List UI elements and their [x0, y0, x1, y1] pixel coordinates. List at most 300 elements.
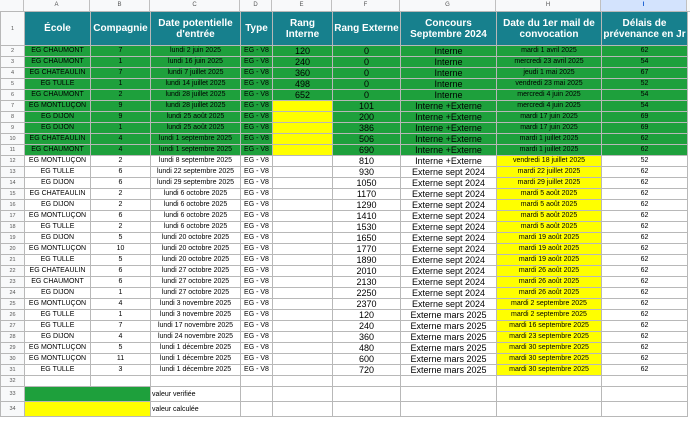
cell-rang-interne[interactable] — [273, 244, 333, 255]
cell-start-date[interactable]: lundi 28 juillet 2025 — [151, 90, 241, 101]
cell-school[interactable]: EG CHAUMONT — [25, 46, 91, 57]
cell-company[interactable]: 7 — [91, 68, 151, 79]
column-letter-a[interactable]: A — [24, 0, 90, 11]
column-letter-e[interactable]: E — [272, 0, 332, 11]
empty-cell[interactable] — [273, 376, 333, 387]
cell-school[interactable]: EG MONTLUÇON — [25, 299, 91, 310]
cell-rang-interne[interactable] — [273, 200, 333, 211]
cell-school[interactable]: EG DIJON — [25, 112, 91, 123]
cell-concours[interactable]: Externe sept 2024 — [401, 211, 497, 222]
cell-start-date[interactable]: lundi 29 septembre 2025 — [151, 178, 241, 189]
cell-type[interactable]: EG - V8 — [241, 354, 273, 365]
empty-cell[interactable] — [151, 376, 241, 387]
cell-company[interactable]: 2 — [91, 90, 151, 101]
row-number[interactable]: 13 — [1, 167, 25, 178]
header-mail-date[interactable]: Date du 1er mail de convocation — [497, 12, 602, 46]
cell-company[interactable]: 9 — [91, 101, 151, 112]
cell-rang-externe[interactable]: 101 — [333, 101, 401, 112]
cell-start-date[interactable]: lundi 14 juillet 2025 — [151, 79, 241, 90]
cell-company[interactable]: 2 — [91, 200, 151, 211]
cell-school[interactable]: EG MONTLUÇON — [25, 244, 91, 255]
row-number[interactable]: 30 — [1, 354, 25, 365]
cell-start-date[interactable]: lundi 2 juin 2025 — [151, 46, 241, 57]
cell-rang-interne[interactable] — [273, 233, 333, 244]
cell-rang-interne[interactable] — [273, 211, 333, 222]
column-letter-d[interactable]: D — [240, 0, 272, 11]
sheet-grid[interactable] — [0, 11, 688, 417]
cell-type[interactable]: EG - V8 — [241, 189, 273, 200]
cell-rang-externe[interactable]: 690 — [333, 145, 401, 156]
cell-start-date[interactable]: lundi 3 novembre 2025 — [151, 310, 241, 321]
cell-mail-date[interactable]: mardi 5 août 2025 — [497, 222, 602, 233]
cell-type[interactable]: EG - V8 — [241, 167, 273, 178]
cell-type[interactable]: EG - V8 — [241, 57, 273, 68]
cell-delay[interactable]: 62 — [602, 211, 688, 222]
empty-cell[interactable] — [333, 402, 401, 417]
cell-delay[interactable]: 62 — [602, 277, 688, 288]
row-number[interactable]: 15 — [1, 189, 25, 200]
cell-type[interactable]: EG - V8 — [241, 46, 273, 57]
header-concours[interactable]: Concours Septembre 2024 — [401, 12, 497, 46]
row-number[interactable]: 9 — [1, 123, 25, 134]
row-number[interactable]: 2 — [1, 46, 25, 57]
cell-mail-date[interactable]: mardi 19 août 2025 — [497, 255, 602, 266]
cell-delay[interactable]: 67 — [602, 68, 688, 79]
cell-school[interactable]: EG MONTLUÇON — [25, 343, 91, 354]
cell-delay[interactable]: 54 — [602, 57, 688, 68]
cell-concours[interactable]: Interne +Externe — [401, 156, 497, 167]
cell-school[interactable]: EG TULLE — [25, 255, 91, 266]
cell-mail-date[interactable]: mardi 23 septembre 2025 — [497, 332, 602, 343]
cell-type[interactable]: EG - V8 — [241, 222, 273, 233]
row-number[interactable]: 26 — [1, 310, 25, 321]
cell-delay[interactable]: 62 — [602, 167, 688, 178]
cell-concours[interactable]: Interne — [401, 90, 497, 101]
legend-swatch[interactable] — [25, 402, 151, 417]
cell-company[interactable]: 1 — [91, 123, 151, 134]
cell-rang-interne[interactable] — [273, 310, 333, 321]
cell-start-date[interactable]: lundi 17 novembre 2025 — [151, 321, 241, 332]
cell-start-date[interactable]: lundi 16 juin 2025 — [151, 57, 241, 68]
cell-concours[interactable]: Externe mars 2025 — [401, 321, 497, 332]
cell-rang-externe[interactable]: 0 — [333, 79, 401, 90]
cell-start-date[interactable]: lundi 27 octobre 2025 — [151, 277, 241, 288]
cell-mail-date[interactable]: mardi 19 août 2025 — [497, 244, 602, 255]
cell-mail-date[interactable]: mardi 30 septembre 2025 — [497, 343, 602, 354]
empty-cell[interactable] — [273, 387, 333, 402]
cell-mail-date[interactable]: mardi 26 août 2025 — [497, 266, 602, 277]
column-letter-b[interactable]: B — [90, 0, 150, 11]
cell-concours[interactable]: Interne — [401, 46, 497, 57]
cell-concours[interactable]: Externe mars 2025 — [401, 343, 497, 354]
column-letter-i[interactable]: I — [601, 0, 687, 11]
cell-mail-date[interactable]: mardi 16 septembre 2025 — [497, 321, 602, 332]
cell-mail-date[interactable]: mardi 1 avril 2025 — [497, 46, 602, 57]
cell-concours[interactable]: Interne +Externe — [401, 123, 497, 134]
cell-start-date[interactable]: lundi 27 octobre 2025 — [151, 266, 241, 277]
cell-concours[interactable]: Interne — [401, 68, 497, 79]
cell-type[interactable]: EG - V8 — [241, 145, 273, 156]
empty-cell[interactable] — [497, 376, 602, 387]
cell-concours[interactable]: Externe sept 2024 — [401, 167, 497, 178]
cell-type[interactable]: EG - V8 — [241, 310, 273, 321]
legend-label[interactable]: valeur calculée — [151, 402, 241, 417]
cell-school[interactable]: EG TULLE — [25, 310, 91, 321]
cell-company[interactable]: 5 — [91, 255, 151, 266]
empty-cell[interactable] — [401, 402, 497, 417]
cell-rang-interne[interactable] — [273, 134, 333, 145]
cell-rang-externe[interactable]: 480 — [333, 343, 401, 354]
legend-label[interactable]: valeur verifiée — [151, 387, 241, 402]
cell-concours[interactable]: Externe mars 2025 — [401, 332, 497, 343]
cell-rang-externe[interactable]: 506 — [333, 134, 401, 145]
cell-rang-interne[interactable] — [273, 222, 333, 233]
cell-start-date[interactable]: lundi 28 juillet 2025 — [151, 101, 241, 112]
empty-cell[interactable] — [333, 387, 401, 402]
cell-type[interactable]: EG - V8 — [241, 299, 273, 310]
cell-start-date[interactable]: lundi 6 octobre 2025 — [151, 211, 241, 222]
cell-concours[interactable]: Interne +Externe — [401, 134, 497, 145]
cell-type[interactable]: EG - V8 — [241, 200, 273, 211]
cell-company[interactable]: 1 — [91, 57, 151, 68]
row-number[interactable]: 27 — [1, 321, 25, 332]
row-number[interactable]: 29 — [1, 343, 25, 354]
cell-delay[interactable]: 62 — [602, 343, 688, 354]
cell-start-date[interactable]: lundi 22 septembre 2025 — [151, 167, 241, 178]
cell-rang-interne[interactable] — [273, 255, 333, 266]
cell-company[interactable]: 3 — [91, 365, 151, 376]
cell-rang-interne[interactable] — [273, 354, 333, 365]
cell-company[interactable]: 6 — [91, 178, 151, 189]
cell-delay[interactable]: 62 — [602, 332, 688, 343]
cell-rang-interne[interactable] — [273, 321, 333, 332]
cell-company[interactable]: 11 — [91, 354, 151, 365]
cell-company[interactable]: 10 — [91, 244, 151, 255]
cell-company[interactable]: 1 — [91, 310, 151, 321]
cell-school[interactable]: EG CHAUMONT — [25, 90, 91, 101]
cell-mail-date[interactable]: mercredi 4 juin 2025 — [497, 101, 602, 112]
cell-rang-interne[interactable] — [273, 156, 333, 167]
cell-company[interactable]: 6 — [91, 211, 151, 222]
cell-delay[interactable]: 62 — [602, 178, 688, 189]
cell-mail-date[interactable]: mardi 2 septembre 2025 — [497, 299, 602, 310]
empty-cell[interactable] — [602, 376, 688, 387]
cell-rang-interne[interactable]: 360 — [273, 68, 333, 79]
cell-concours[interactable]: Externe sept 2024 — [401, 288, 497, 299]
cell-rang-externe[interactable]: 1050 — [333, 178, 401, 189]
cell-delay[interactable]: 62 — [602, 255, 688, 266]
cell-school[interactable]: EG CHAUMONT — [25, 277, 91, 288]
select-all-corner[interactable] — [0, 0, 24, 11]
cell-mail-date[interactable]: mardi 26 août 2025 — [497, 277, 602, 288]
cell-rang-externe[interactable]: 1890 — [333, 255, 401, 266]
row-number[interactable]: 32 — [1, 376, 25, 387]
cell-concours[interactable]: Externe sept 2024 — [401, 299, 497, 310]
cell-start-date[interactable]: lundi 25 août 2025 — [151, 123, 241, 134]
empty-cell[interactable] — [91, 376, 151, 387]
cell-delay[interactable]: 62 — [602, 310, 688, 321]
cell-rang-externe[interactable]: 200 — [333, 112, 401, 123]
cell-company[interactable]: 6 — [91, 266, 151, 277]
cell-company[interactable]: 9 — [91, 112, 151, 123]
cell-rang-externe[interactable]: 1170 — [333, 189, 401, 200]
row-number[interactable]: 19 — [1, 233, 25, 244]
cell-start-date[interactable]: lundi 1 décembre 2025 — [151, 343, 241, 354]
cell-rang-externe[interactable]: 1770 — [333, 244, 401, 255]
cell-rang-interne[interactable] — [273, 266, 333, 277]
cell-company[interactable]: 2 — [91, 156, 151, 167]
column-letter-f[interactable]: F — [332, 0, 400, 11]
cell-delay[interactable]: 62 — [602, 222, 688, 233]
cell-concours[interactable]: Externe mars 2025 — [401, 354, 497, 365]
cell-rang-interne[interactable] — [273, 189, 333, 200]
cell-company[interactable]: 4 — [91, 332, 151, 343]
cell-mail-date[interactable]: mardi 17 juin 2025 — [497, 123, 602, 134]
cell-concours[interactable]: Externe sept 2024 — [401, 255, 497, 266]
cell-rang-interne[interactable] — [273, 332, 333, 343]
cell-delay[interactable]: 69 — [602, 123, 688, 134]
cell-mail-date[interactable]: mardi 30 septembre 2025 — [497, 354, 602, 365]
cell-school[interactable]: EG TULLE — [25, 321, 91, 332]
cell-rang-externe[interactable]: 120 — [333, 310, 401, 321]
cell-start-date[interactable]: lundi 1 décembre 2025 — [151, 365, 241, 376]
empty-cell[interactable] — [401, 376, 497, 387]
cell-delay[interactable]: 62 — [602, 189, 688, 200]
cell-school[interactable]: EG DIJON — [25, 200, 91, 211]
cell-delay[interactable]: 62 — [602, 288, 688, 299]
cell-concours[interactable]: Externe sept 2024 — [401, 222, 497, 233]
cell-concours[interactable]: Interne — [401, 79, 497, 90]
cell-rang-externe[interactable]: 240 — [333, 321, 401, 332]
cell-rang-interne[interactable] — [273, 288, 333, 299]
cell-company[interactable]: 2 — [91, 222, 151, 233]
cell-delay[interactable]: 62 — [602, 365, 688, 376]
cell-school[interactable]: EG DIJON — [25, 233, 91, 244]
empty-cell[interactable] — [273, 402, 333, 417]
cell-start-date[interactable]: lundi 3 novembre 2025 — [151, 299, 241, 310]
cell-delay[interactable]: 62 — [602, 354, 688, 365]
cell-rang-interne[interactable] — [273, 101, 333, 112]
cell-type[interactable]: EG - V8 — [241, 255, 273, 266]
cell-start-date[interactable]: lundi 20 octobre 2025 — [151, 255, 241, 266]
row-number[interactable]: 34 — [1, 402, 25, 417]
cell-type[interactable]: EG - V8 — [241, 134, 273, 145]
cell-start-date[interactable]: lundi 1 septembre 2025 — [151, 145, 241, 156]
row-number[interactable]: 3 — [1, 57, 25, 68]
cell-delay[interactable]: 52 — [602, 156, 688, 167]
cell-concours[interactable]: Interne +Externe — [401, 112, 497, 123]
cell-mail-date[interactable]: mardi 1 juillet 2025 — [497, 145, 602, 156]
cell-type[interactable]: EG - V8 — [241, 112, 273, 123]
cell-rang-interne[interactable] — [273, 167, 333, 178]
cell-company[interactable]: 4 — [91, 145, 151, 156]
cell-rang-externe[interactable]: 1650 — [333, 233, 401, 244]
cell-school[interactable]: EG MONTLUÇON — [25, 156, 91, 167]
empty-cell[interactable] — [401, 387, 497, 402]
row-number[interactable]: 10 — [1, 134, 25, 145]
cell-concours[interactable]: Externe mars 2025 — [401, 310, 497, 321]
cell-start-date[interactable]: lundi 1 décembre 2025 — [151, 354, 241, 365]
cell-rang-externe[interactable]: 1530 — [333, 222, 401, 233]
cell-rang-externe[interactable]: 1410 — [333, 211, 401, 222]
cell-delay[interactable]: 62 — [602, 299, 688, 310]
cell-school[interactable]: EG CHATEAULIN — [25, 134, 91, 145]
cell-mail-date[interactable]: mardi 22 juillet 2025 — [497, 167, 602, 178]
cell-rang-interne[interactable] — [273, 145, 333, 156]
cell-mail-date[interactable]: mardi 1 juillet 2025 — [497, 134, 602, 145]
row-number[interactable]: 16 — [1, 200, 25, 211]
cell-school[interactable]: EG TULLE — [25, 365, 91, 376]
row-number[interactable]: 7 — [1, 101, 25, 112]
cell-start-date[interactable]: lundi 20 octobre 2025 — [151, 233, 241, 244]
cell-mail-date[interactable]: vendredi 23 mai 2025 — [497, 79, 602, 90]
cell-type[interactable]: EG - V8 — [241, 79, 273, 90]
cell-start-date[interactable]: lundi 27 octobre 2025 — [151, 288, 241, 299]
cell-rang-externe[interactable]: 0 — [333, 68, 401, 79]
header-delay[interactable]: Délais de prévenance en Jr — [602, 12, 688, 46]
cell-mail-date[interactable]: mardi 5 août 2025 — [497, 211, 602, 222]
cell-type[interactable]: EG - V8 — [241, 178, 273, 189]
cell-delay[interactable]: 62 — [602, 200, 688, 211]
cell-concours[interactable]: Externe sept 2024 — [401, 277, 497, 288]
cell-rang-externe[interactable]: 2010 — [333, 266, 401, 277]
cell-concours[interactable]: Externe sept 2024 — [401, 233, 497, 244]
cell-type[interactable]: EG - V8 — [241, 123, 273, 134]
cell-mail-date[interactable]: mardi 2 septembre 2025 — [497, 310, 602, 321]
legend-swatch[interactable] — [25, 387, 151, 402]
cell-rang-interne[interactable]: 498 — [273, 79, 333, 90]
cell-type[interactable]: EG - V8 — [241, 68, 273, 79]
cell-rang-interne[interactable] — [273, 178, 333, 189]
cell-school[interactable]: EG DIJON — [25, 288, 91, 299]
cell-delay[interactable]: 62 — [602, 46, 688, 57]
cell-start-date[interactable]: lundi 24 novembre 2025 — [151, 332, 241, 343]
cell-delay[interactable]: 62 — [602, 145, 688, 156]
cell-rang-externe[interactable]: 0 — [333, 57, 401, 68]
row-number[interactable]: 6 — [1, 90, 25, 101]
cell-concours[interactable]: Interne +Externe — [401, 145, 497, 156]
row-number[interactable]: 31 — [1, 365, 25, 376]
cell-type[interactable]: EG - V8 — [241, 233, 273, 244]
cell-school[interactable]: EG TULLE — [25, 222, 91, 233]
cell-rang-interne[interactable]: 652 — [273, 90, 333, 101]
cell-company[interactable]: 1 — [91, 79, 151, 90]
cell-rang-interne[interactable] — [273, 343, 333, 354]
header-school[interactable]: École — [25, 12, 91, 46]
cell-mail-date[interactable]: mardi 29 juillet 2025 — [497, 178, 602, 189]
cell-company[interactable]: 5 — [91, 233, 151, 244]
cell-start-date[interactable]: lundi 6 octobre 2025 — [151, 189, 241, 200]
cell-delay[interactable]: 62 — [602, 266, 688, 277]
cell-type[interactable]: EG - V8 — [241, 156, 273, 167]
cell-type[interactable]: EG - V8 — [241, 211, 273, 222]
cell-type[interactable]: EG - V8 — [241, 277, 273, 288]
cell-school[interactable]: EG CHAUMONT — [25, 57, 91, 68]
empty-cell[interactable] — [25, 376, 91, 387]
empty-cell[interactable] — [602, 387, 688, 402]
cell-start-date[interactable]: lundi 8 septembre 2025 — [151, 156, 241, 167]
row-number[interactable]: 18 — [1, 222, 25, 233]
cell-school[interactable]: EG MONTLUÇON — [25, 211, 91, 222]
row-number[interactable]: 14 — [1, 178, 25, 189]
cell-school[interactable]: EG DIJON — [25, 123, 91, 134]
cell-delay[interactable]: 54 — [602, 90, 688, 101]
cell-type[interactable]: EG - V8 — [241, 321, 273, 332]
cell-concours[interactable]: Externe sept 2024 — [401, 189, 497, 200]
cell-mail-date[interactable]: mercredi 23 avril 2025 — [497, 57, 602, 68]
cell-delay[interactable]: 69 — [602, 112, 688, 123]
column-letter-h[interactable]: H — [496, 0, 601, 11]
cell-concours[interactable]: Externe sept 2024 — [401, 178, 497, 189]
cell-school[interactable]: EG TULLE — [25, 167, 91, 178]
row-number[interactable]: 22 — [1, 266, 25, 277]
cell-mail-date[interactable]: mardi 26 août 2025 — [497, 288, 602, 299]
header-company[interactable]: Compagnie — [91, 12, 151, 46]
cell-school[interactable]: EG CHAUMONT — [25, 145, 91, 156]
cell-concours[interactable]: Externe sept 2024 — [401, 200, 497, 211]
cell-start-date[interactable]: lundi 25 août 2025 — [151, 112, 241, 123]
cell-company[interactable]: 7 — [91, 46, 151, 57]
cell-rang-externe[interactable]: 0 — [333, 46, 401, 57]
cell-school[interactable]: EG CHATEAULIN — [25, 266, 91, 277]
empty-cell[interactable] — [497, 387, 602, 402]
cell-type[interactable]: EG - V8 — [241, 266, 273, 277]
empty-cell[interactable] — [333, 376, 401, 387]
row-number[interactable]: 17 — [1, 211, 25, 222]
cell-start-date[interactable]: lundi 6 octobre 2025 — [151, 200, 241, 211]
cell-concours[interactable]: Externe sept 2024 — [401, 266, 497, 277]
cell-delay[interactable]: 52 — [602, 79, 688, 90]
cell-concours[interactable]: Interne — [401, 57, 497, 68]
row-number[interactable]: 33 — [1, 387, 25, 402]
header-rang-externe[interactable]: Rang Externe — [333, 12, 401, 46]
cell-start-date[interactable]: lundi 20 octobre 2025 — [151, 244, 241, 255]
cell-start-date[interactable]: lundi 6 octobre 2025 — [151, 222, 241, 233]
cell-school[interactable]: EG DIJON — [25, 178, 91, 189]
cell-start-date[interactable]: lundi 7 juillet 2025 — [151, 68, 241, 79]
row-number[interactable]: 23 — [1, 277, 25, 288]
cell-rang-externe[interactable]: 810 — [333, 156, 401, 167]
cell-rang-externe[interactable]: 386 — [333, 123, 401, 134]
header-type[interactable]: Type — [241, 12, 273, 46]
cell-rang-externe[interactable]: 1290 — [333, 200, 401, 211]
cell-mail-date[interactable]: mercredi 4 juin 2025 — [497, 90, 602, 101]
row-number[interactable]: 12 — [1, 156, 25, 167]
cell-rang-interne[interactable] — [273, 112, 333, 123]
cell-company[interactable]: 2 — [91, 189, 151, 200]
row-number[interactable]: 11 — [1, 145, 25, 156]
row-number[interactable]: 20 — [1, 244, 25, 255]
cell-school[interactable]: EG CHATEAULIN — [25, 68, 91, 79]
cell-mail-date[interactable]: vendredi 18 juillet 2025 — [497, 156, 602, 167]
cell-delay[interactable]: 62 — [602, 244, 688, 255]
cell-type[interactable]: EG - V8 — [241, 244, 273, 255]
cell-delay[interactable]: 62 — [602, 233, 688, 244]
row-number[interactable]: 4 — [1, 68, 25, 79]
cell-company[interactable]: 6 — [91, 277, 151, 288]
cell-delay[interactable]: 62 — [602, 321, 688, 332]
cell-company[interactable]: 7 — [91, 321, 151, 332]
empty-cell[interactable] — [602, 402, 688, 417]
cell-school[interactable]: EG TULLE — [25, 79, 91, 90]
cell-rang-externe[interactable]: 0 — [333, 90, 401, 101]
column-letter-c[interactable]: C — [150, 0, 240, 11]
row-number[interactable]: 25 — [1, 299, 25, 310]
header-rang-interne[interactable]: Rang Interne — [273, 12, 333, 46]
cell-company[interactable]: 6 — [91, 167, 151, 178]
cell-rang-interne[interactable] — [273, 277, 333, 288]
header-start-date[interactable]: Date potentielle d'entrée — [151, 12, 241, 46]
